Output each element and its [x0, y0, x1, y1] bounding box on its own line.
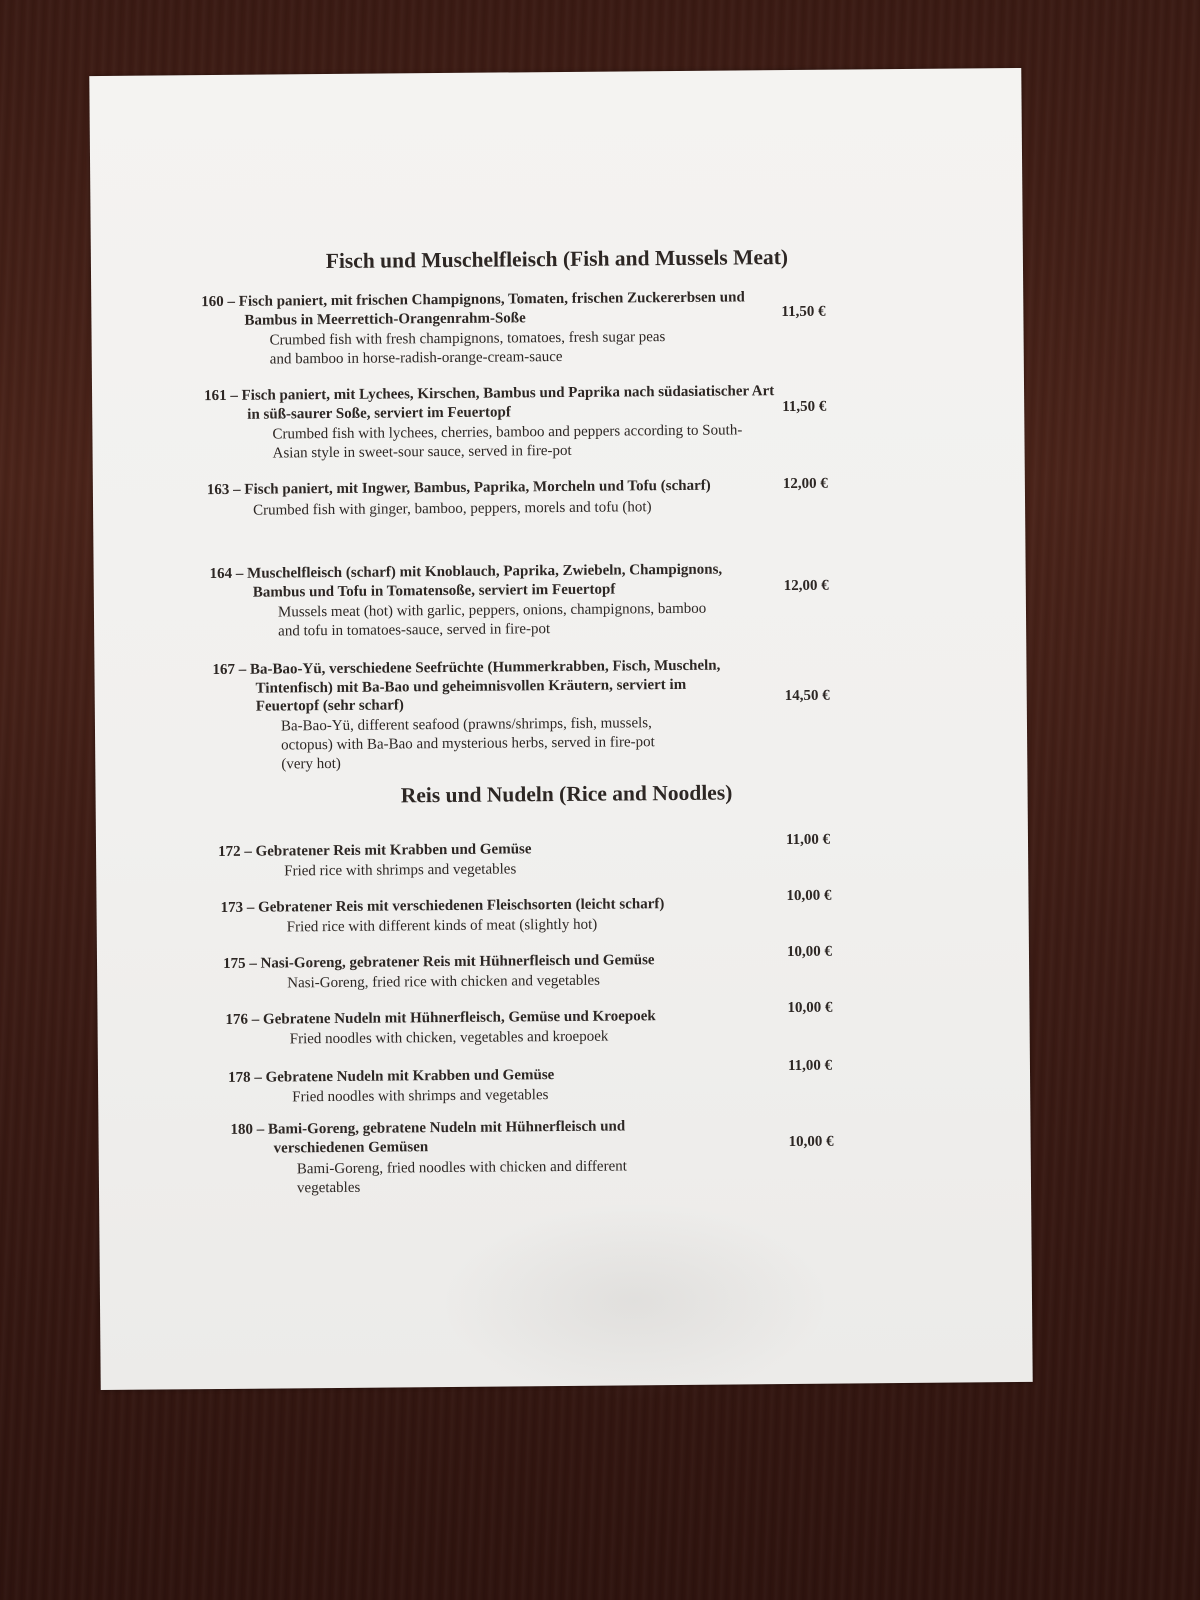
menu-item-167 [94, 654, 1026, 773]
item-price: 10,00 € [786, 943, 833, 961]
item-name-de: 173 – Gebratener Reis mit verschiedenen Fleischsorten (leicht scharf) [220, 896, 665, 916]
menu-item-163 [93, 474, 1025, 519]
item-description-en: Fried noodles with chicken, vegetables and kroepoek [289, 1028, 609, 1048]
item-description-en: Mussels meat (hot) with garlic, peppers, onions, champignons, bamboo and tofu in tomatoes-sauce, served in fire-pot [277, 600, 707, 640]
item-description-en: Crumbed fish with ginger, bamboo, peppers, morels and tofu (hot) [253, 499, 652, 519]
item-name-de: 161 – Fisch paniert, mit Lychees, Kirschen, Bambus und Paprika nach südasiatischer Art in süß-saurer Soße, serviert im Feuertopf [204, 383, 775, 423]
phone-shadow [439, 1200, 831, 1403]
section-title-fish: Fisch und Muschelfleisch (Fish and Mussels Meat) [325, 245, 789, 274]
item-name-de: 178 – Gebratene Nudeln mit Krabben und Gemüse [227, 1067, 555, 1086]
item-description-en: Fried noodles with shrimps and vegetables [292, 1087, 549, 1106]
item-name-de: 160 – Fisch paniert, mit frischen Champignons, Tomaten, frischen Zuckererbsen und Bambus in Meerrettich-Orangenrahm-Soße [201, 289, 745, 329]
menu-item-178 [98, 1057, 1030, 1106]
item-description-en: Bami-Goreng, fried noodles with chicken and different vegetables [296, 1158, 627, 1197]
menu-sheet [89, 68, 1032, 1390]
item-price: 12,00 € [782, 475, 828, 493]
menu-item-175 [97, 943, 1029, 992]
item-description-en: Fried rice with different kinds of meat (slightly hot) [286, 916, 598, 936]
item-price: 10,00 € [787, 999, 833, 1017]
item-name-de: 180 – Bami-Goreng, gebratene Nudeln mit Hühnerfleisch und verschiedenen Gemüsen [230, 1118, 626, 1157]
item-name-de: 167 – Ba-Bao-Yü, verschiedene Seefrüchte (Hummerkrabben, Fisch, Muscheln, Tintenfisch) mit Ba-Bao und geheimnisvollen Kräutern, serviert im Feuertopf (sehr scharf) [212, 657, 721, 715]
item-price: 11,50 € [781, 303, 826, 321]
menu-item-160 [91, 286, 1023, 368]
item-price: 12,00 € [783, 577, 829, 595]
menu-item-173 [96, 887, 1028, 936]
item-name-de: 163 – Fisch paniert, mit Ingwer, Bambus, Paprika, Morcheln und Tofu (scharf) [206, 477, 711, 499]
item-price: 10,00 € [788, 1133, 834, 1151]
menu-item-164 [94, 558, 1026, 640]
item-description-en: Crumbed fish with fresh champignons, tomatoes, fresh sugar peas and bamboo in horse-radish-orange-cream-sauce [269, 329, 666, 368]
menu-item-172 [96, 831, 1028, 880]
section-title-rice-noodles: Reis und Nudeln (Rice and Noodles) [400, 780, 733, 808]
item-description-en: Ba-Bao-Yü, different seafood (prawns/shrimps, fish, mussels, octopus) with Ba-Bao and mysterious herbs, served in fire-pot (very hot) [280, 715, 655, 773]
item-price: 11,50 € [782, 398, 827, 416]
item-price: 14,50 € [784, 687, 830, 705]
item-price: 11,00 € [787, 1057, 833, 1075]
menu-item-161 [92, 380, 1024, 462]
menu-item-176 [97, 999, 1029, 1048]
item-description-en: Crumbed fish with lychees, cherries, bamboo and peppers according to South-Asian style in sweet-sour sauce, served in fire-pot [272, 422, 743, 462]
item-price: 10,00 € [786, 887, 832, 905]
item-price: 11,00 € [785, 831, 831, 849]
menu-item-180 [98, 1114, 1030, 1197]
item-name-de: 175 – Nasi-Goreng, gebratener Reis mit Hühnerfleisch und Gemüse [222, 952, 655, 972]
item-description-en: Nasi-Goreng, fried rice with chicken and vegetables [287, 972, 601, 992]
item-name-de: 176 – Gebratene Nudeln mit Hühnerfleisch, Gemüse und Kroepoek [225, 1008, 656, 1028]
item-name-de: 164 – Muschelfleisch (scharf) mit Knoblauch, Paprika, Zwiebeln, Champignons, Bambus und Tofu in Tomatensoße, serviert im Feuertopf [209, 561, 723, 601]
item-name-de: 172 – Gebratener Reis mit Krabben und Gemüse [217, 841, 532, 860]
item-description-en: Fried rice with shrimps and vegetables [284, 861, 517, 880]
